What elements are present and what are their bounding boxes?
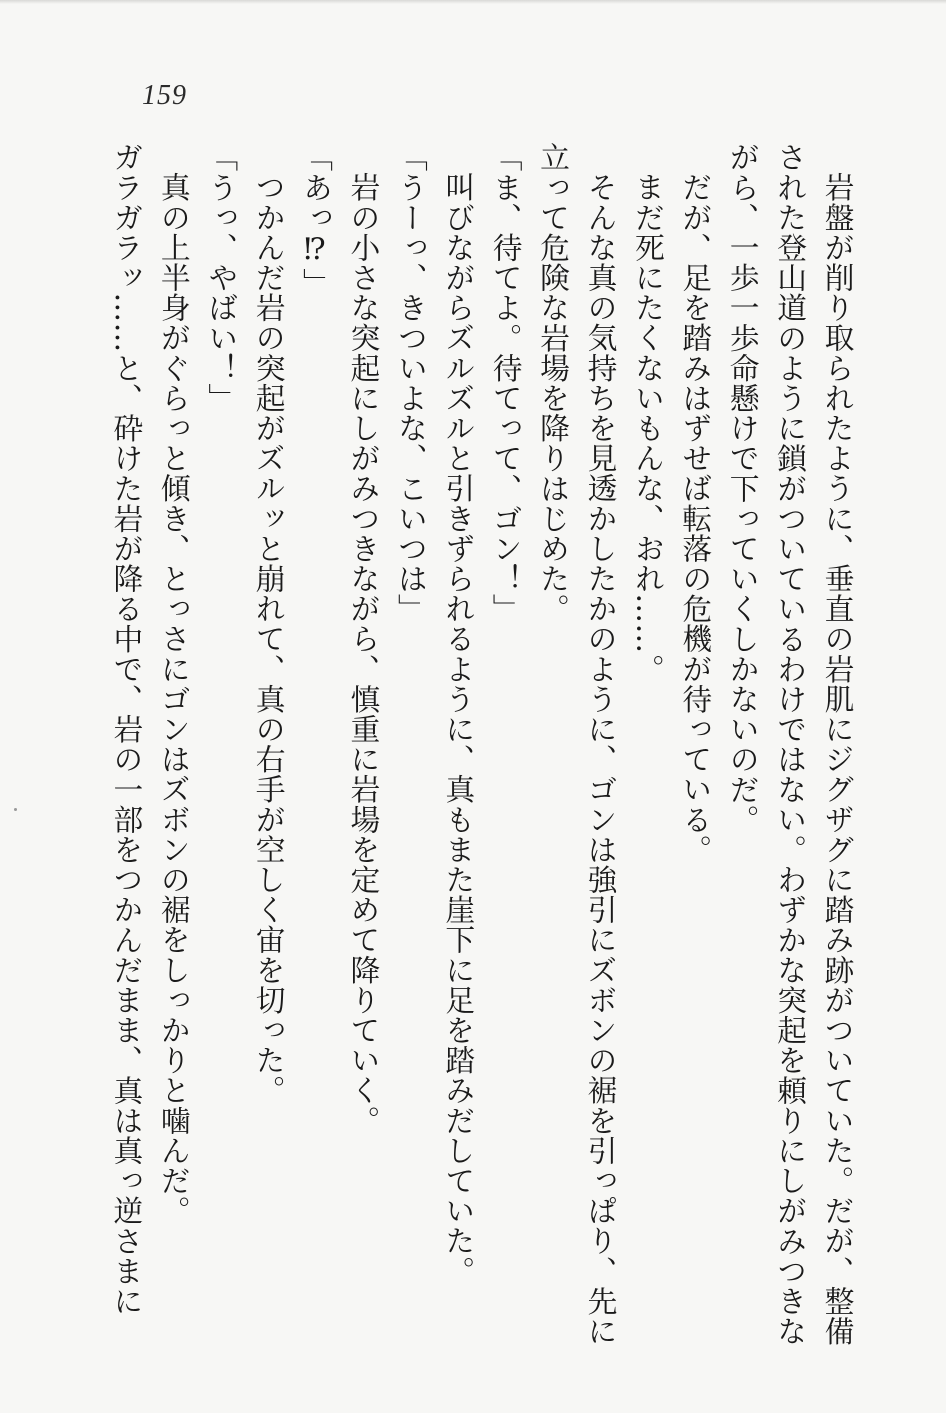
page-number: 159 [142, 80, 187, 111]
text-line: 岩の小さな突起にしがみつきながら、慎重に岩場を定めて降りていく。 [344, 172, 380, 1136]
text-line: 岩盤が削り取られたように、垂直の岩肌にジグザグに踏み跡がついていた。だが、整備 [819, 172, 854, 1346]
text-line: だが、足を踏みはずせば転落の危機が待っている。 [676, 172, 712, 865]
text-line: まだ死にたくないもんな、おれ……。 [629, 172, 665, 684]
text-line: 「ま、待てよ。待てって、ゴン！」 [487, 142, 523, 624]
text-line: 真の上半身がぐらっと傾き、とっさにゴンはズボンの裾をしっかりと噛んだ。 [155, 172, 191, 1226]
text-line: つかんだ岩の突起がズルッと崩れて、真の右手が空しく宙を切った。 [250, 172, 286, 1106]
body-text [102, 142, 861, 1346]
text-line: ガラガラッ……と、砕けた岩が降る中で、岩の一部をつかんだまま、真は真っ逆さまに [107, 142, 143, 1316]
text-line: された登山道のように鎖がついているわけではない。わずかな突起を頼りにしがみつきな [771, 142, 807, 1346]
text-line: 叫びながらズルズルと引きずられるように、真もまた崖下に足を踏みだしていた。 [439, 172, 475, 1286]
text-line: 「うっ、やばい！」 [202, 142, 238, 413]
text-line: がら、一歩一歩命懸けで下っていくしかないのだ。 [724, 142, 760, 835]
text-line: 「あっ⁉」 [297, 142, 333, 298]
page-top-edge [0, 0, 946, 4]
text-line: 立って危険な岩場を降りはじめた。 [534, 142, 570, 624]
text-line: そんな真の気持ちを見透かしたかのように、ゴンは強引にズボンの裾を引っぱり、先に [581, 172, 617, 1346]
scan-speck [14, 808, 17, 811]
text-line: 「うーっ、きついよな、こいつは」 [392, 142, 428, 624]
